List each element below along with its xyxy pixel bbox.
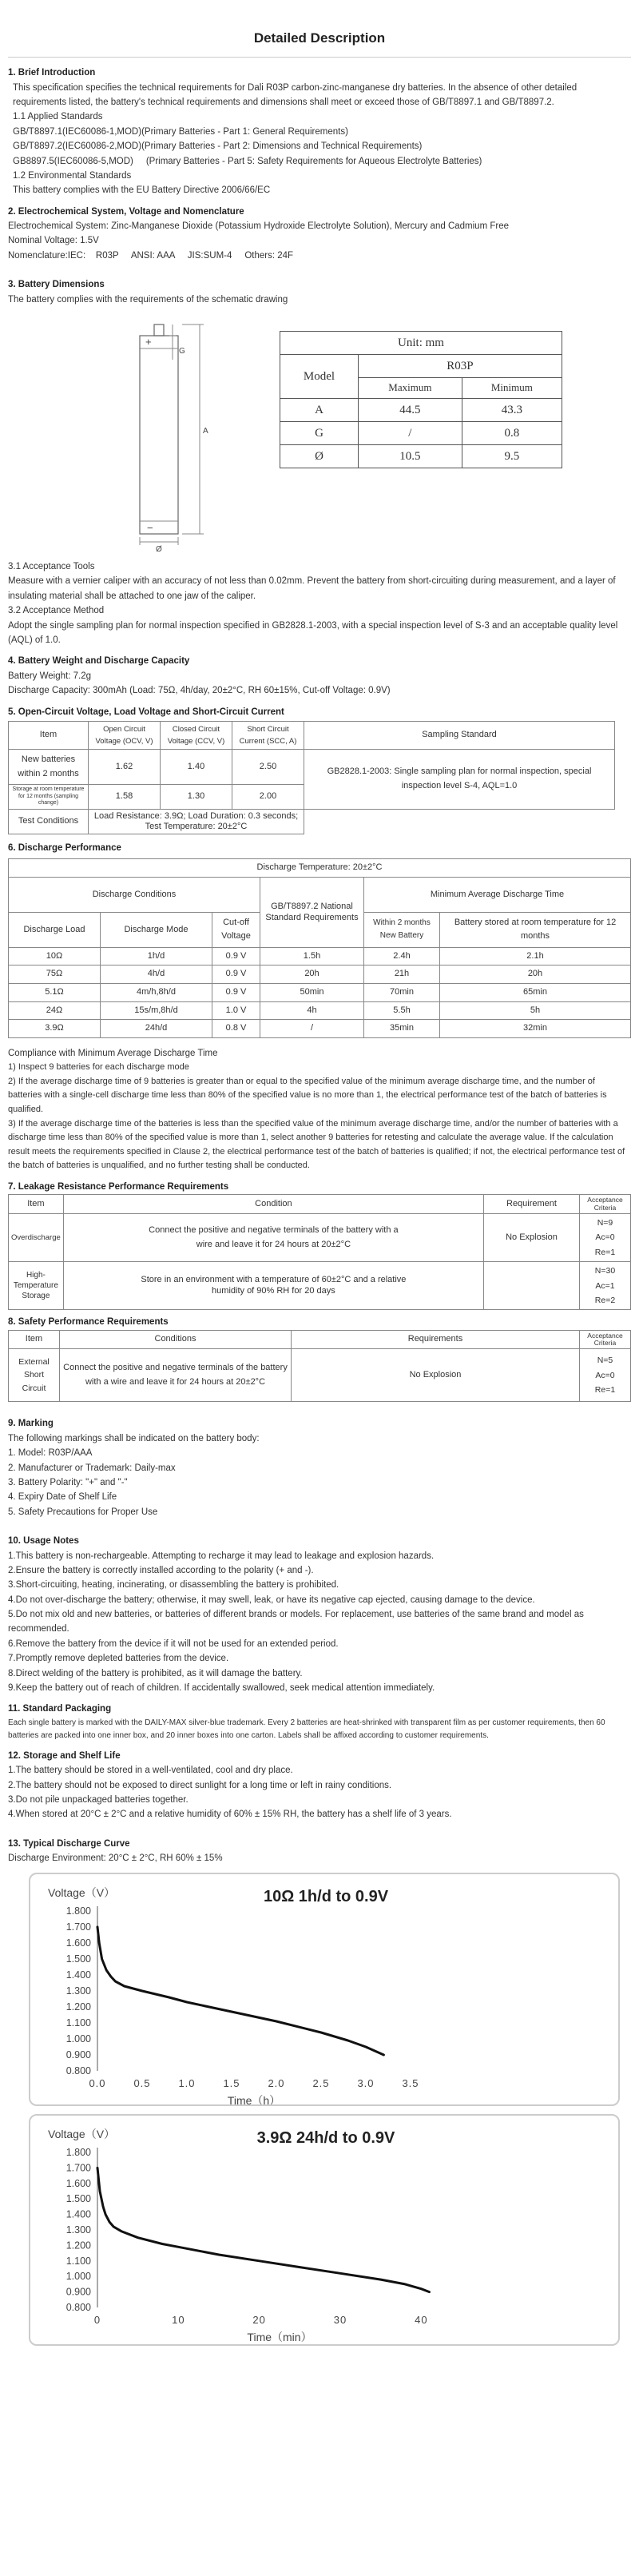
subheading: 3.2 Acceptance Method [8, 606, 105, 616]
y-tick-label: 1.700 [65, 2161, 91, 2173]
section-body [8, 81, 631, 198]
paragraph: Each single battery is marked with the DAILY-MAX silver-blue trademark. Every 2 batteries are heat-shrinked with transparent film as per customer requirements, then 60 batteries are packed into one inner box, and 20 inner boxes into one carton. Labels shall be affixed according to customer requirements. [8, 1718, 605, 1740]
y-tick-label: 0.800 [65, 2301, 91, 2313]
col-header: Cut-off Voltage [212, 912, 260, 947]
section-heading: 5. Open-Circuit Voltage, Load Voltage and Short-Circuit Current [8, 707, 284, 717]
list-item: 8.Direct welding of the battery is prohibited, as it will damage the battery. [8, 1668, 303, 1678]
cell: 20h [260, 966, 364, 984]
col-header: Acceptance Criteria [580, 1330, 631, 1349]
cell: 0.8 V [212, 1020, 260, 1038]
section-heading: 10. Usage Notes [8, 1536, 79, 1547]
row-label: High-Temperature Storage [9, 1262, 64, 1310]
row-label: New batteries within 2 months [9, 750, 89, 785]
cell: 2.50 [232, 750, 304, 785]
section-heading: 7. Leakage Resistance Performance Requirements [8, 1181, 229, 1192]
standard-item: GB/T8897.1(IEC60086-1,MOD)(Primary Batteries - Part 1: General Requirements) [13, 126, 348, 137]
cell: 5.1Ω [9, 984, 101, 1002]
list-item: 7.Promptly remove depleted batteries from the device. [8, 1654, 229, 1664]
list-item: 2. Manufacturer or Trademark: Daily-max [8, 1463, 176, 1473]
row-label: Storage at room temperature for 12 months (sampling change) [9, 785, 89, 809]
safety-table [8, 1330, 631, 1403]
dim-name: A [280, 398, 359, 421]
model-value: R03P [358, 355, 562, 378]
list-item: 1. Model: R03P/AAA [8, 1448, 93, 1459]
plus-label: + [145, 336, 152, 348]
sampling-cell: GB2828.1-2003: Single sampling plan for normal inspection, special inspection level S-4, AQL=1.0 [304, 750, 615, 809]
subheading: 1.1 Applied Standards [13, 112, 103, 122]
unit-title: Unit: mm [280, 332, 562, 355]
section-heading: 6. Discharge Performance [8, 842, 121, 853]
y-tick-label: 1.400 [65, 1969, 91, 1981]
cell: 4m/h,8h/d [101, 984, 212, 1002]
col-header: Minimum Average Discharge Time [364, 877, 631, 912]
g-label: G [179, 347, 185, 356]
cell: 5.5h [364, 1001, 440, 1020]
col-header: Sampling Standard [304, 721, 615, 749]
y-tick-label: 1.500 [65, 2192, 91, 2204]
list-item: 2.The battery should not be exposed to direct sunlight for a long time or left in rainy conditions. [8, 1780, 392, 1790]
cell: 1.0 V [212, 1001, 260, 1020]
y-axis-label: Voltage（V） [48, 1885, 116, 1899]
y-tick-label: 1.300 [65, 1985, 91, 1997]
list-item: 6.Remove the battery from the device if it will not be used for an extended period. [8, 1638, 339, 1649]
cell: 50min [260, 984, 364, 1002]
col-header: Open Circuit Voltage (OCV, V) [89, 721, 161, 749]
cell: 4h/d [101, 966, 212, 984]
cell: / [260, 1020, 364, 1038]
list-item: 5. Safety Precautions for Proper Use [8, 1507, 158, 1517]
acc-re: Re=2 [594, 1295, 616, 1305]
col-header: Acceptance Criteria [580, 1195, 631, 1214]
dim-name: Ø [280, 444, 359, 468]
cell: 24Ω [9, 1001, 101, 1020]
cell: 2.00 [232, 785, 304, 809]
discharge-curve [97, 1927, 383, 2055]
section-heading: 1. Brief Introduction [8, 68, 96, 78]
cell: 1.40 [161, 750, 232, 785]
y-tick-label: 0.800 [65, 2064, 91, 2076]
section-heading: 11. Standard Packaging [8, 1704, 112, 1714]
discharge-curve [97, 2168, 430, 2291]
cell: 21h [364, 966, 440, 984]
section-heading: 2. Electrochemical System, Voltage and Nomenclature [8, 206, 244, 217]
acc-re: Re=1 [594, 1247, 616, 1257]
x-tick-label: 0 [93, 2313, 101, 2326]
leakage-table [8, 1194, 631, 1310]
cell: 10Ω [9, 947, 101, 966]
x-tick-label: 2.5 [312, 2076, 330, 2089]
paragraph: This specification specifies the technical requirements for Dali R03P carbon-zinc-manganese dry batteries. In the absence of other detailed requirements listed, the battery's technical requirements and dimensions shall meet or exceed those of GB/T8897.1 and GB/T8897.2. [13, 82, 577, 107]
acc-n: N=9 [597, 1218, 613, 1228]
dim-max: 44.5 [358, 398, 462, 421]
cell: No Explosion [292, 1349, 580, 1402]
section-heading: 8. Safety Performance Requirements [8, 1317, 169, 1328]
y-tick-label: 1.500 [65, 1953, 91, 1965]
paragraph: 2) If the average discharge time of 9 batteries is greater than or equal to the specified value of the minimum average discharge time, and the number of batteries with a single-cell discharge time less than 80% of the specified value is no more than 1, the electrical performance test of the batch of batteries is qualified. [8, 1076, 607, 1114]
temp-header: Discharge Temperature: 20±2°C [9, 859, 631, 878]
standard-item: GB8897.5(IEC60086-5,MOD) (Primary Batteries - Part 5: Safety Requirements for Aqueous Electrolyte Batteries) [13, 156, 482, 166]
paragraph: Electrochemical System: Zinc-Manganese Dioxide (Potassium Hydroxide Electrolyte Solution), Mercury and Cadmium Free [8, 221, 509, 232]
col-header: Item [9, 1330, 60, 1349]
cell: 0.9 V [212, 984, 260, 1002]
acceptance-cell [580, 1214, 631, 1262]
acc-re: Re=1 [594, 1385, 616, 1395]
x-axis-label: Time（min） [247, 2330, 312, 2343]
col-header: Discharge Mode [101, 912, 212, 947]
standard-item: GB/T8897.2(IEC60086-2,MOD)(Primary Batteries - Part 2: Dimensions and Technical Requirements) [13, 141, 423, 152]
x-tick-label: 30 [333, 2313, 347, 2326]
paragraph: The battery complies with the requirements of the schematic drawing [8, 294, 288, 305]
cell: 0.9 V [212, 966, 260, 984]
min-header: Minimum [462, 378, 562, 399]
a-label: A [203, 427, 208, 436]
y-tick-label: 1.200 [65, 2001, 91, 2013]
paragraph: Nomenclature:IEC: R03P ANSI: AAA JIS:SUM-4 Others: 24F [8, 250, 294, 261]
cell: 3.9Ω [9, 1020, 101, 1038]
paragraph: 3) If the average discharge time of the batteries is less than the specified value of the minimum average discharge time, and/or the number of batteries with a discharge time less than 80% of the specified value is more than 1, select another 9 batteries for retesting and calculate the average value. If the calculation result meets the requirements specified in Clause 2, the electrical performance test of the batch of batteries is qualified; if not, the electrical performance test of the batch of batteries is unqualified, and no further testing shall be conducted. [8, 1118, 625, 1171]
cell: 20h [440, 966, 631, 984]
cell: 0.9 V [212, 947, 260, 966]
discharge-table [8, 858, 631, 1038]
x-axis-label: Time（h） [227, 2093, 281, 2107]
y-tick-label: 1.400 [65, 2208, 91, 2220]
cell: Connect the positive and negative terminals of the battery with a wire and leave it for 24 hours at 20±2°C [63, 1214, 483, 1262]
cell: 2.4h [364, 947, 440, 966]
col-header: Discharge Load [9, 912, 101, 947]
list-item: 5.Do not mix old and new batteries, or batteries of different brands or models. For replacement, use batteries of the same brand and model as recommended. [8, 1610, 584, 1634]
list-item: 4. Expiry Date of Shelf Life [8, 1492, 117, 1503]
cell: 5h [440, 1001, 631, 1020]
acc-n: N=5 [597, 1356, 613, 1366]
col-header: Battery stored at room temperature for 12 months [440, 912, 631, 947]
discharge-chart-3_9ohm [29, 2114, 620, 2346]
dimension-table [280, 331, 562, 468]
list-item: 4.Do not over-discharge the battery; otherwise, it may swell, leak, or have its negative cap ejected, causing damage to the device. [8, 1595, 535, 1605]
cell: 15s/m,8h/d [101, 1001, 212, 1020]
dim-min: 0.8 [462, 421, 562, 444]
y-tick-label: 0.900 [65, 2048, 91, 2060]
y-tick-label: 0.900 [65, 2286, 91, 2298]
row-label: External Short Circuit [9, 1349, 60, 1402]
y-tick-label: 1.000 [65, 2270, 91, 2282]
dim-min: 43.3 [462, 398, 562, 421]
cell: 1.5h [260, 947, 364, 966]
col-header: Condition [63, 1195, 483, 1214]
list-item: 3.Short-circuiting, heating, incinerating, or disassembling the battery is prohibited. [8, 1580, 339, 1591]
acceptance-cell [580, 1262, 631, 1310]
chart-title: 10Ω 1h/d to 0.9V [263, 1887, 389, 1905]
acc-ac: Ac=0 [595, 1370, 615, 1380]
row-label: Overdischarge [9, 1214, 64, 1262]
col-header: GB/T8897.2 National Standard Requirements [260, 877, 364, 947]
page-title: Detailed Description [253, 30, 386, 46]
battery-schematic [96, 312, 256, 551]
cell: 1.30 [161, 785, 232, 809]
cell: 70min [364, 984, 440, 1002]
y-tick-label: 1.200 [65, 2239, 91, 2251]
x-tick-label: 1.0 [178, 2076, 196, 2089]
title-divider [8, 57, 631, 58]
col-header: Discharge Conditions [9, 877, 260, 912]
paragraph: Discharge Capacity: 300mAh (Load: 75Ω, 4h/day, 20±2°C, RH 60±15%, Cut-off Voltage: 0.9V) [8, 686, 391, 696]
x-tick-label: 3.0 [357, 2076, 375, 2089]
section-heading: 4. Battery Weight and Discharge Capacity [8, 656, 190, 667]
y-tick-label: 1.100 [65, 2255, 91, 2267]
col-header: Item [9, 1195, 64, 1214]
dimension-area [8, 312, 631, 559]
y-tick-label: 1.000 [65, 2033, 91, 2044]
cell: 1h/d [101, 947, 212, 966]
list-item: 1.The battery should be stored in a well-ventilated, cool and dry place. [8, 1766, 293, 1776]
cell [484, 1262, 580, 1310]
paragraph: Battery Weight: 7.2g [8, 671, 91, 681]
row-label: Test Conditions [9, 809, 89, 834]
max-header: Maximum [358, 378, 462, 399]
y-tick-label: 1.600 [65, 2177, 91, 2189]
cell: 32min [440, 1020, 631, 1038]
list-item: 3.Do not pile unpackaged batteries together. [8, 1794, 189, 1805]
section-heading: 9. Marking [8, 1419, 54, 1429]
discharge-chart-10ohm [29, 1873, 620, 2106]
paragraph: Adopt the single sampling plan for normal inspection specified in GB2828.1-2003, with a special inspection level of S-3 and an acceptable quality level (AQL) of 1.0. [8, 620, 618, 645]
list-item: 4.When stored at 20°C ± 2°C and a relative humidity of 60% ± 15% RH, the battery has a shelf life of 3 years. [8, 1810, 452, 1820]
section-heading: 13. Typical Discharge Curve [8, 1838, 130, 1849]
paragraph: The following markings shall be indicated on the battery body: [8, 1433, 260, 1443]
dim-name: G [280, 421, 359, 444]
list-item: 2.Ensure the battery is correctly installed according to the polarity (+ and -). [8, 1565, 314, 1575]
section-heading: 12. Storage and Shelf Life [8, 1750, 121, 1761]
cell: 24h/d [101, 1020, 212, 1038]
paragraph: Measure with a vernier caliper with an accuracy of not less than 0.02mm. Prevent the battery from short-circuiting during measurement, and a layer of insulating material shall be attached to one jaw of the caliper. [8, 576, 616, 601]
y-tick-label: 1.800 [65, 1905, 91, 1917]
subheading: 3.1 Acceptance Tools [8, 562, 95, 572]
col-header: Requirements [292, 1330, 580, 1349]
col-header: Short Circuit Current (SCC, A) [232, 721, 304, 749]
cell: 1.62 [89, 750, 161, 785]
acc-n: N=30 [594, 1266, 616, 1276]
y-tick-label: 1.100 [65, 2017, 91, 2029]
y-axis-label: Voltage（V） [48, 2127, 116, 2140]
cell: 75Ω [9, 966, 101, 984]
y-tick-label: 1.300 [65, 2224, 91, 2236]
x-tick-label: 40 [415, 2313, 428, 2326]
chart-svg [30, 1874, 620, 2106]
dim-max: 10.5 [358, 444, 462, 468]
acc-ac: Ac=0 [595, 1232, 615, 1243]
list-item: 9.Keep the battery out of reach of children. If accidentally swallowed, seek medical attention immediately. [8, 1683, 435, 1694]
paragraph: This battery complies with the EU Battery Directive 2006/66/EC [13, 185, 271, 196]
voltage-table [8, 721, 615, 834]
col-header: Within 2 months New Battery [364, 912, 440, 947]
cell: 35min [364, 1020, 440, 1038]
subheading: 1.2 Environmental Standards [13, 170, 132, 181]
model-label: Model [280, 355, 359, 399]
cell: 2.1h [440, 947, 631, 966]
paragraph: Nominal Voltage: 1.5V [8, 236, 99, 246]
x-tick-label: 1.5 [223, 2076, 240, 2089]
acceptance-cell [580, 1349, 631, 1402]
acc-ac: Ac=1 [595, 1280, 615, 1291]
dim-min: 9.5 [462, 444, 562, 468]
cell: 4h [260, 1001, 364, 1020]
col-header: Conditions [60, 1330, 292, 1349]
minus-label: − [147, 522, 153, 535]
x-tick-label: 3.5 [402, 2076, 419, 2089]
x-tick-label: 0.5 [133, 2076, 151, 2089]
x-tick-label: 2.0 [268, 2076, 285, 2089]
list-item: 1.This battery is non-rechargeable. Attempting to recharge it may lead to leakage and explosion hazards. [8, 1551, 435, 1561]
x-tick-label: 10 [172, 2313, 185, 2326]
chart-title: 3.9Ω 24h/d to 0.9V [256, 2128, 395, 2147]
diameter-label: Ø [156, 545, 162, 552]
col-header: Requirement [484, 1195, 580, 1214]
conditions-cell: Load Resistance: 3.9Ω; Load Duration: 0.3 seconds; Test Temperature: 20±2°C [89, 809, 304, 834]
cell: No Explosion [484, 1214, 580, 1262]
y-tick-label: 1.700 [65, 1921, 91, 1933]
paragraph: Compliance with Minimum Average Discharge Time [8, 1048, 218, 1058]
y-tick-label: 1.600 [65, 1937, 91, 1949]
paragraph: 1) Inspect 9 batteries for each discharge mode [8, 1062, 189, 1073]
x-tick-label: 0.0 [89, 2076, 106, 2089]
dim-max: / [358, 421, 462, 444]
cell: 1.58 [89, 785, 161, 809]
y-tick-label: 1.800 [65, 2146, 91, 2158]
section-heading: 3. Battery Dimensions [8, 280, 105, 290]
paragraph: Discharge Environment: 20°C ± 2°C, RH 60% ± 15% [8, 1853, 223, 1864]
cell: Store in an environment with a temperature of 60±2°C and a relative humidity of 90% RH for 20 days [63, 1262, 483, 1310]
col-header: Item [9, 721, 89, 749]
chart-svg [30, 2116, 620, 2346]
list-item: 3. Battery Polarity: "+" and "-" [8, 1477, 128, 1487]
cell: 65min [440, 984, 631, 1002]
col-header: Closed Circuit Voltage (CCV, V) [161, 721, 232, 749]
cell: Connect the positive and negative terminals of the battery with a wire and leave it for 24 hours at 20±2°C [60, 1349, 292, 1402]
x-tick-label: 20 [252, 2313, 266, 2326]
